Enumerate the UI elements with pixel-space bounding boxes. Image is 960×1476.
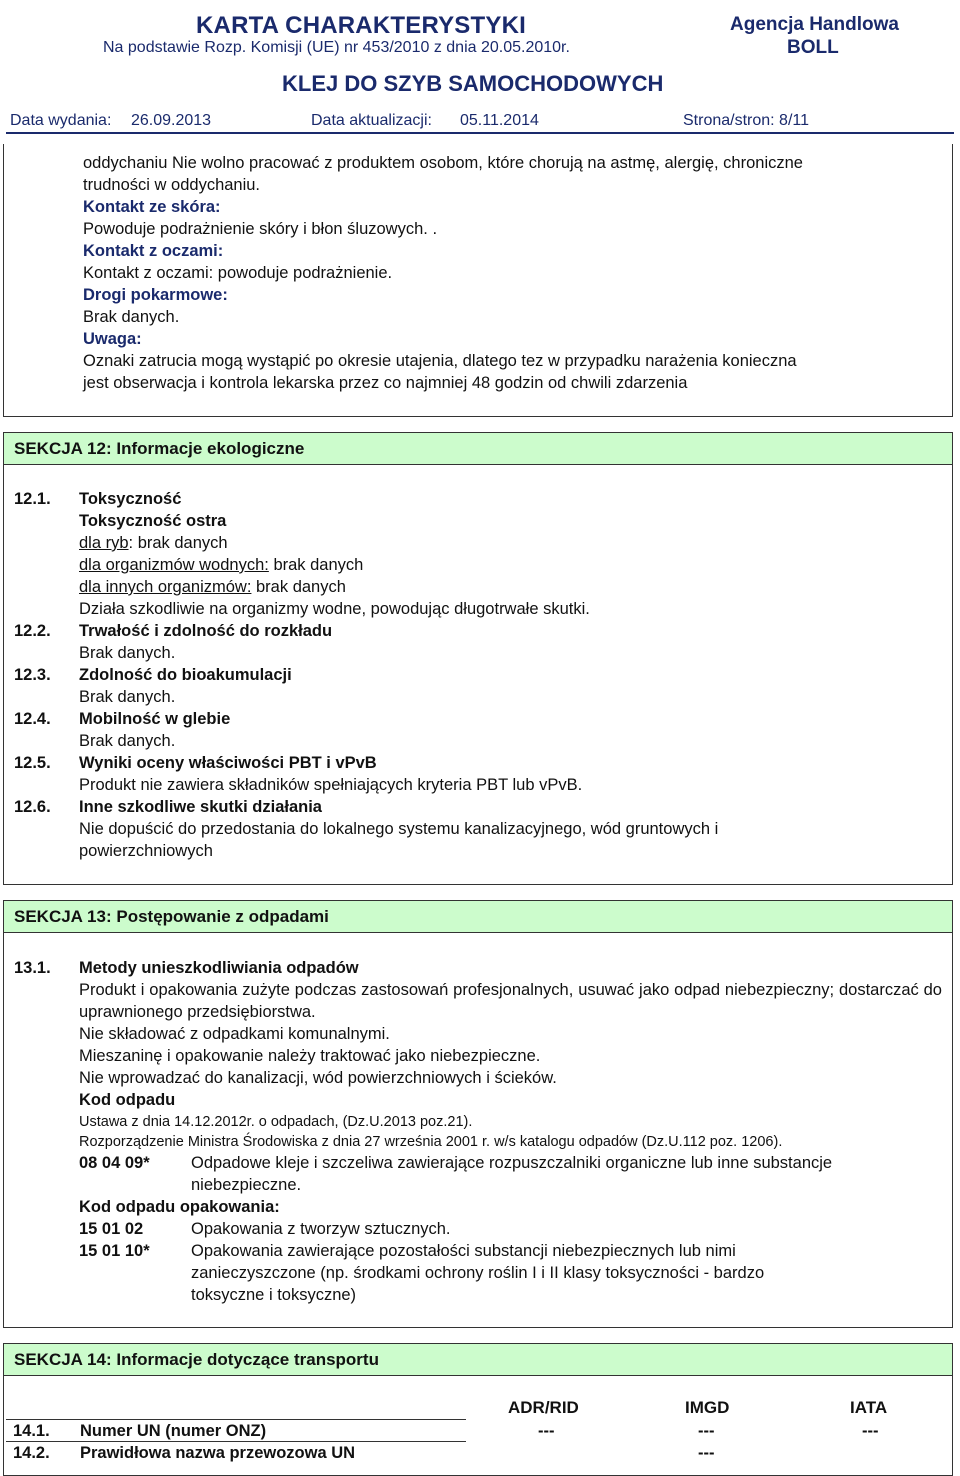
table-cell-adr: --- bbox=[538, 1422, 555, 1440]
table-cell-iata: --- bbox=[862, 1422, 879, 1440]
ingestion-label: Drogi pokarmowe: bbox=[83, 286, 228, 304]
subsection-title: Wyniki oceny właściwości PBT i vPvB bbox=[79, 754, 377, 772]
subsection-number: 12.4. bbox=[14, 710, 51, 728]
eye-contact-label: Kontakt z oczami: bbox=[83, 242, 224, 260]
section-12-body bbox=[3, 464, 953, 885]
subsection-subtitle: Toksyczność ostra bbox=[79, 512, 227, 530]
column-header-iata: IATA bbox=[850, 1398, 888, 1417]
table-row-label: Prawidłowa nazwa przewozowa UN bbox=[80, 1444, 356, 1462]
section-heading-text: SEKCJA 14: Informacje dotyczące transportu bbox=[14, 1350, 379, 1369]
header-divider bbox=[6, 132, 954, 134]
other-value: brak danych bbox=[251, 578, 346, 596]
issue-label: Data wydania: bbox=[10, 112, 112, 129]
aquatic-label: dla organizmów wodnych: bbox=[79, 556, 269, 574]
section-heading-text: SEKCJA 13: Postępowanie z odpadami bbox=[14, 907, 329, 926]
waste-code-description: Odpadowe kleje i szczeliwa zawierające rozpuszczalniki organiczne lub inne substancje bbox=[191, 1154, 833, 1172]
section-13-heading bbox=[3, 900, 953, 933]
disposal-paragraph: Produkt i opakowania zużyte podczas zastosowań profesjonalnych, usuwać jako odpad niebezpieczny; dostarczać do uprawnionego przedsiębiorstwa. bbox=[79, 981, 942, 1021]
hazard-statement: Działa szkodliwie na organizmy wodne, powodując długotrwałe skutki. bbox=[79, 600, 590, 618]
subsection-number: 12.5. bbox=[14, 754, 51, 772]
waste-code-description: Opakowania z tworzyw sztucznych. bbox=[191, 1220, 451, 1238]
document-header bbox=[0, 0, 960, 140]
table-cell-imdg: --- bbox=[698, 1422, 715, 1440]
subsection-value: powierzchniowych bbox=[79, 842, 213, 860]
aquatic-value: brak danych bbox=[268, 556, 364, 574]
subsection-number: 12.3. bbox=[14, 666, 51, 684]
subsection-title: Inne szkodliwe skutki działania bbox=[79, 798, 322, 816]
ingestion-text: Brak danych. bbox=[83, 308, 180, 326]
waste-code: 08 04 09* bbox=[79, 1154, 150, 1172]
other-label: dla innych organizmów: bbox=[79, 578, 252, 596]
column-header-adr: ADR/RID bbox=[508, 1398, 579, 1417]
section-13-body bbox=[3, 932, 953, 1328]
table-row-number: 14.2. bbox=[13, 1444, 50, 1462]
subsection-value: Brak danych. bbox=[79, 732, 176, 750]
fish-toxicity bbox=[79, 532, 228, 554]
subsection-title: Trwałość i zdolność do rozkładu bbox=[79, 622, 333, 640]
note-text: Oznaki zatrucia mogą wystąpić po okresie utajenia, dlatego tez w przypadku narażenia konieczna bbox=[83, 352, 797, 370]
subsection-number: 12.2. bbox=[14, 622, 51, 640]
subsection-title: Toksyczność bbox=[79, 490, 182, 508]
skin-contact-label: Kontakt ze skóra: bbox=[83, 198, 221, 216]
section-11-continued bbox=[3, 144, 953, 417]
document-title: KARTA CHARAKTERYSTYKI bbox=[196, 12, 526, 39]
disposal-line: Nie składować z odpadkami komunalnymi. bbox=[79, 1025, 390, 1043]
subsection-value: Nie dopuścić do przedostania do lokalnego systemu kanalizacyjnego, wód gruntowych i bbox=[79, 820, 719, 838]
waste-code-description: toksyczne i toksyczne) bbox=[191, 1286, 357, 1304]
waste-code: 15 01 10* bbox=[79, 1242, 150, 1260]
page-counter: Strona/stron: 8/11 bbox=[683, 112, 809, 129]
subsection-value: Produkt nie zawiera składników spełniających kryteria PBT lub vPvB. bbox=[79, 776, 583, 794]
update-date: 05.11.2014 bbox=[460, 112, 539, 129]
other-organisms-toxicity bbox=[79, 576, 346, 598]
update-label: Data aktualizacji: bbox=[311, 112, 432, 129]
skin-contact-text: Powoduje podrażnienie skóry i błon śluzowych. . bbox=[83, 220, 438, 238]
waste-code-description: Opakowania zawierające pozostałości substancji niebezpiecznych lub nimi bbox=[191, 1242, 736, 1260]
subsection-value: Brak danych. bbox=[79, 688, 176, 706]
issue-date: 26.09.2013 bbox=[131, 112, 212, 129]
disposal-line: Mieszaninę i opakowanie należy traktować jako niebezpieczne. bbox=[79, 1047, 541, 1065]
text-line: trudności w oddychaniu. bbox=[83, 176, 261, 194]
subsection-value: Brak danych. bbox=[79, 644, 176, 662]
law-reference: Ustawa z dnia 14.12.2012r. o odpadach, (Dz.U.2013 poz.21). bbox=[79, 1114, 473, 1130]
subsection-title: Mobilność w glebie bbox=[79, 710, 231, 728]
packaging-code-label: Kod odpadu opakowania: bbox=[79, 1198, 280, 1216]
subsection-number: 12.1. bbox=[14, 490, 51, 508]
product-name: KLEJ DO SZYB SAMOCHODOWYCH bbox=[282, 71, 664, 96]
waste-code-label: Kod odpadu bbox=[79, 1091, 176, 1109]
fish-value: : brak danych bbox=[128, 534, 228, 552]
subsection-title: Zdolność do bioakumulacji bbox=[79, 666, 292, 684]
text-line: oddychaniu Nie wolno pracować z produktem osobom, które chorują na astmę, alergię, chroniczne bbox=[83, 154, 803, 172]
waste-code-description: zanieczyszczone (np. środkami ochrony roślin I i II klasy toksyczności - bardzo bbox=[191, 1264, 765, 1282]
note-text: jest obserwacja i kontrola lekarska przez co najmniej 48 godzin od chwili zdarzenia bbox=[83, 374, 688, 392]
table-cell-imdg: --- bbox=[698, 1444, 715, 1462]
fish-label: dla ryb bbox=[79, 534, 129, 552]
note-label: Uwaga: bbox=[83, 330, 142, 348]
waste-code: 15 01 02 bbox=[79, 1220, 144, 1238]
regulation-subtitle: Na podstawie Rozp. Komisji (UE) nr 453/2010 z dnia 20.05.2010r. bbox=[103, 39, 570, 56]
eye-contact-text: Kontakt z oczami: powoduje podrażnienie. bbox=[83, 264, 393, 282]
subsection-number: 12.6. bbox=[14, 798, 51, 816]
aquatic-toxicity bbox=[79, 554, 363, 576]
company-name-line2: BOLL bbox=[787, 37, 839, 58]
column-header-imdg: IMGD bbox=[685, 1398, 730, 1417]
table-row-label: Numer UN (numer ONZ) bbox=[80, 1422, 267, 1440]
subsection-title: Metody unieszkodliwiania odpadów bbox=[79, 959, 359, 977]
section-12-heading bbox=[3, 432, 953, 465]
disposal-line: Nie wprowadzać do kanalizacji, wód powierzchniowych i ścieków. bbox=[79, 1069, 557, 1087]
section-14-heading bbox=[3, 1343, 953, 1376]
law-reference: Rozporządzenie Ministra Środowiska z dnia 27 września 2001 r. w/s katalogu odpadów (Dz.U.112 poz. 1206). bbox=[79, 1134, 783, 1150]
subsection-number: 13.1. bbox=[14, 959, 51, 977]
section-heading-text: SEKCJA 12: Informacje ekologiczne bbox=[14, 439, 305, 458]
company-name-line1: Agencja Handlowa bbox=[730, 14, 899, 35]
table-row-number: 14.1. bbox=[13, 1422, 50, 1440]
waste-code-description: niebezpieczne. bbox=[191, 1176, 302, 1194]
